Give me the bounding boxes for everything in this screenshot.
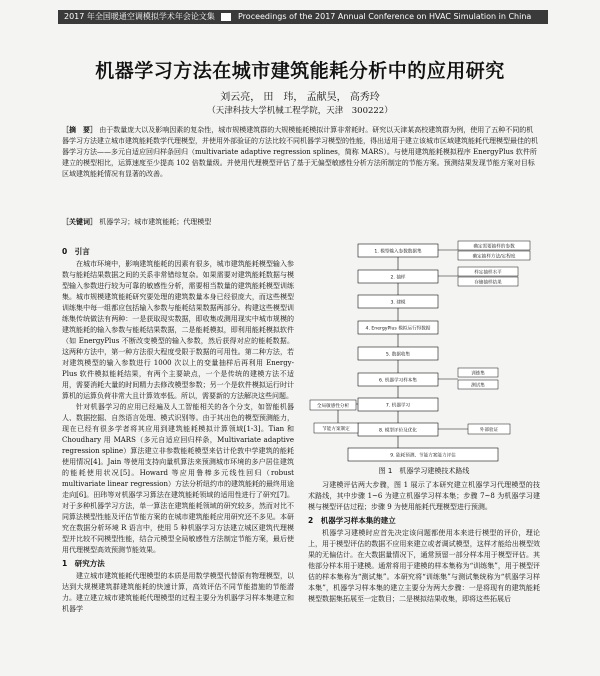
step-label-9: 9. 能耗预测、节能方案能力评估 [390, 453, 456, 459]
abstract-text: 由于数量庞大以及影响因素的复杂性，城市规模建筑群的大规模能耗模拟计算非常耗时。研究以天津某高校建筑群为例，使用了五种不同的机器学习方法建立城市建筑能耗数学代理模型，并使用外部验证的方法比较不同机器学习模型的性能，得出适用于建立该城市区域建筑能耗代理模型最佳的机器学习方法——多元自适应回归样条回归（multivariate adaptive regression splines，简称 MARS）。与使用建筑能耗模拟程序 EnergyPlus 软件所建立的模型相比，运算速度至少提高 102 倍数量级。并使用代理模型评估了基于无偏型敏感性分析方法所制定的节能方案。预测结果发现节能方案对目标区域建筑能耗情况有显著的改善。 [62, 126, 538, 178]
method-heading: 1 研究方法 [62, 559, 105, 568]
left-column [62, 244, 294, 615]
intro-paragraph-1: 在城市环境中，影响建筑能耗的因素有很多，城市建筑能耗模型输入参数与能耗结果数据之间的关系非常错综复杂。如果需要对建筑能耗数据与模型输入参数进行较为可靠的敏感性分析，需要相当数量的建筑能耗模型训练集。城市规模建筑能耗研究要处理的建筑数量本身已经很庞大，而这些模型训练集中每一组都应包括输入参数与能耗结果数据两部分。构建这些模型训练集传统做法有两种：一是获取现实数据，即收集或测用现实中城市规模的建筑能耗的输入参数与能耗结果数据，二是能耗模拟，即利用能耗模拟软件（如 EnergyPlus 不断改变模型的输入参数，然后获得对应的能耗数据。这两种方法中，第一种方法很大程度受限于数据的可用性。第二种方法，若对建筑模型的输入参数进行 1000 次以上的变量抽样后再利用 Energy-Plus 软件模拟能耗结果，有两个主要缺点，一个是传统的建模方法不适用，需要消耗大量的时间精力去修改模型参数；另一个是软件模拟运行时计算机的运算负荷非常大且计算效率低。所以，需要新的方法解决这些问题。 [62, 260, 294, 400]
keywords [62, 216, 540, 228]
side-label-8: 全局敏感性分析 [316, 403, 350, 409]
step-label-3: 3. 建模 [390, 300, 406, 306]
method-paragraph: 建立城市建筑能耗代理模型的本质是用数学模型代替原有物理模型，以达到大规模建筑群建筑能耗的快速计算，高效评估不同节能措施的节能潜力。建立建立城市建筑能耗代理模型的过程主要分为机器学习样本集建立和机器学 [62, 572, 294, 613]
intro-paragraph-2: 针对机器学习的应用已经遍及人工智能相关的各个分支，如智能机器人、数据挖掘、自然语言处理、模式识别等。由于其出色的模型预测能力，现在已经有很多学者将其应用到建筑能耗模拟计算领域[1-3]。Tian 和 Choudhary 用 MARS（多元自适应回归样条，Multivariate adaptive regression spline）算法建立非参数能耗模型来估计伦敦中学建筑的能耗使用情况[4]。Jain 等使用支持向量机算法来预测城市环境的多户居住建筑的能耗使用状况[5]。Howard 等应用鲁棒多元线性回归（robust multivariate linear regression）方法分析纽约市的建筑能耗的最终用途走向[6]。田玮等对机器学习算法在建筑能耗领域的适用性进行了研究[7]。对于多种机器学习方法，单一算法在建筑能耗领域的研究较多，然而对比不同算法模型性能及评估节能方案的在城市建筑能耗应用研究还不多见。本研究在数据分析环境 R 语言中，使用 5 种机器学习方法建立城区建筑代理模型并比较不同模型性能，结合元模型全局敏感性方法制定节能方案，最后使用代理模型高效预测节能效果。 [62, 403, 294, 554]
side-label-4: 存储抽样结果 [474, 280, 502, 286]
banner-separator [221, 13, 231, 21]
authors: 刘云亮， 田 玮， 孟献昊， 高秀玲 [220, 92, 380, 103]
step-label-8: 8. 模型评价及优化 [378, 428, 418, 434]
keywords-label: ［关键词］ [62, 217, 97, 226]
right-column [308, 480, 540, 605]
abstract-label: ［摘 要］ [62, 125, 97, 134]
right-paragraph-2: 机器学习建模时应首先决定该问题都使用本来进行模型的评价，理论上，用于模型评估的数据不应用来建立或者调试模型，这样才能给出模型效果的无偏估计。在大数据量情况下，通常预留一部分样本用于模型评估。其他部分样本用于建模。通常将用于建模的样本集称为“训练集”，用于模型评估的样本集称为“测试集”。本研究将“训练集”与测试集统称为“机器学习样本集”，机器学习样本集的建立主要分为两大步骤：一是将现有的建筑能耗模型数据集拓展至一定数目；二是模拟结果收集，即将这些拓展后 [308, 529, 540, 603]
keywords-text: 机器学习；城市建筑能耗；代理模型 [99, 218, 212, 226]
flowchart-figure [308, 240, 540, 466]
intro-heading: 0 引言 [62, 247, 90, 256]
side-label-6: 测试集 [471, 383, 485, 389]
right-paragraph-1: 习建模评估两大步骤，图 1 展示了本研究建立机器学习代理模型的技术路线，其中步骤 1~6 为建立机器学习样本集；步骤 7~8 为机器学习建模与模型评估过程；步骤 9 为使用能耗代理模型进行预测。 [308, 481, 540, 511]
side-label-1: 确定需要抽样的参数 [473, 244, 515, 250]
banner-right: Proceedings of the 2017 Annual Conference on HVAC Simulation in China [238, 12, 532, 21]
step-label-5: 5. 数据收集 [385, 352, 411, 358]
step-label-4: 4. EnergyPlus 模拟运行得数据 [365, 326, 431, 332]
side-label-5: 训练集 [471, 371, 485, 377]
section-2-heading: 2 机器学习样本集的建立 [308, 516, 396, 525]
step-label-6: 6. 机器学习样本集 [378, 378, 418, 384]
side-label-9: 节能方案制定 [322, 426, 350, 432]
step-label-1: 1. 模型输入参数数据集 [374, 249, 422, 255]
banner-left: 2017 年全国暖通空调模拟学术年会论文集 [64, 12, 215, 21]
step-label-7: 7. 机器学习 [385, 403, 411, 409]
figure-caption: 图 1 机器学习建模技术路线 [378, 467, 470, 475]
paper-title: 机器学习方法在城市建筑能耗分析中的应用研究 [95, 60, 505, 82]
side-label-7: 外部验证 [479, 427, 499, 433]
step-label-2: 2. 抽样 [390, 275, 406, 281]
side-label-2: 确定抽样方法/定程度 [472, 254, 516, 260]
header-banner [58, 10, 548, 24]
side-label-3: 样定抽样水平 [474, 270, 502, 276]
abstract [62, 124, 540, 180]
affiliation: （天津科技大学机械工程学院，天津 300222） [207, 106, 393, 116]
